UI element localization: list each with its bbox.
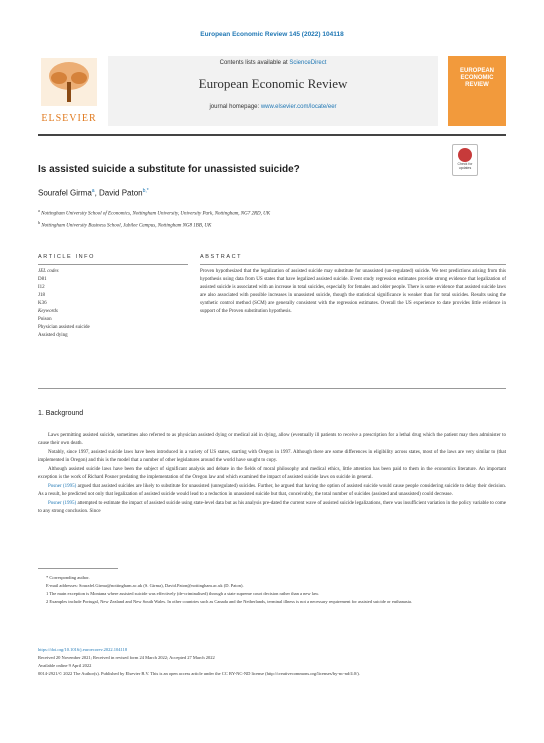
badge-text: Check for updates [457, 162, 473, 170]
affiliation-text: Nottingham University Business School, Jubilee Campus, Nottingham NG8 1BB, UK [41, 223, 212, 229]
paragraph-text: argued that assisted suicides are likely to substitute for unassisted (unregulated) suicides. Further, he argued that having the option of assisted suicide would cause people considering suicide to delay their decision. As a result, he predicted not only that legalization of assisted suicide would lead to a reduction in unassisted suicide but that, conceivably, the total number of suicides (assisted and unassisted) could decrease. [38, 484, 507, 497]
article-info-heading: ARTICLE INFO [38, 254, 95, 260]
footnote-rule [38, 568, 118, 569]
check-for-updates-badge[interactable] [452, 144, 478, 176]
footnote: 2 Examples include Portugal, New Zealand and New South Wales. In other countries such as Canada and the Netherlands, terminal illness is not a necessary requirement for assisted suicide or euthanasia. [46, 599, 412, 604]
abstract-heading: ABSTRACT [200, 254, 243, 260]
elsevier-logo[interactable] [38, 58, 100, 124]
masthead-rule [38, 134, 506, 136]
jel-code: D81 [38, 277, 47, 282]
homepage-line [108, 104, 438, 110]
footnotes [38, 574, 506, 606]
footnote[interactable]: E-mail addresses: Sourafel.Girma@nottingham.ac.uk (S. Girma), David.Paton@nottingham.ac.uk (D. Paton). [46, 583, 244, 588]
available-online: Available online 9 April 2022 [38, 663, 92, 668]
section-heading: 1. Background [38, 410, 84, 417]
masthead [38, 56, 506, 126]
article-title: Is assisted suicide a substitute for unassisted suicide? [38, 164, 300, 175]
citation-link[interactable]: Posner (1995) [48, 484, 77, 489]
journal-name: European Economic Review [198, 76, 348, 91]
body-paragraph [38, 483, 506, 499]
journal-cover[interactable] [448, 56, 506, 126]
check-updates-icon [458, 148, 472, 162]
keyword: Poison [38, 317, 52, 322]
abstract-rule [200, 264, 506, 265]
homepage-link[interactable]: www.elsevier.com/locate/eer [260, 104, 337, 110]
keywords-label: Keywords [38, 309, 58, 314]
elsevier-wordmark: ELSEVIER [41, 113, 97, 124]
contents-line [108, 60, 438, 66]
abstract-text: Proven hypothesized that the legalization of assisted suicide may substitute for unassisted (un-regulated) suicide. We test predictions arising from this hypothesis using data from US states that have legalized assisted suicide. Event study regression estimates provide strong evidence that legalization of assisted suicide is associated with an increase in total suicides, especially for females and older people. There is some evidence that assisted suicide laws are also associated with possible increases in unassisted suicide, though the statistical significance is weaker than for total suicides. Results using the synthetic control method (SCM) are generally consistent with the regression estimates. Overall the US experience to date provides little evidence in support of the Proven substitution hypothesis. [200, 269, 506, 314]
homepage-prefix: journal homepage: [209, 104, 260, 110]
jel-code: I12 [38, 285, 45, 290]
author-name[interactable]: David Paton [99, 188, 143, 198]
author-mark[interactable]: b,* [142, 188, 149, 194]
received-dates: Received 20 November 2021; Received in revised form 24 March 2022; Accepted 27 March 2022 [38, 655, 215, 660]
masthead-center [108, 56, 438, 126]
affiliation-text: Nottingham University School of Economics, Nottingham University, University Park, Nottingham, NG7 2RD, UK [41, 211, 271, 217]
author-mark[interactable]: a [91, 188, 95, 194]
keyword: Physician assisted suicide [38, 325, 90, 330]
affiliation-mark: b [38, 219, 41, 225]
paragraph-text: attempted to estimate the impact of assisted suicide using state-level data but as his analysis pre-dated the current wave of assisted suicide legalizations, there was insufficient variation in the policy variable to come to any strong conclusion. Since [38, 501, 506, 514]
keyword-panel [38, 268, 90, 340]
article-info-rule [38, 264, 188, 265]
footnote: 1 The main exception is Montana where assisted suicide was effectively (de-criminalised) through a state supreme court decision rather than a new law. [46, 591, 320, 596]
publication-info [38, 646, 506, 678]
keyword: Assisted dying [38, 333, 68, 338]
author-list: Sourafel Girma$^a$, David Paton$^{b,*}$ [38, 188, 149, 198]
elsevier-tree-icon [41, 58, 97, 106]
body-paragraph: Although assisted suicide laws have been the subject of significant analysis and debate in the fields of moral philosophy and medical ethics, little attention has been paid to them in the economics literature. An important exception is the work of Richard Posner predating the implementation of the Oregon law and which examined the impact of assisted suicide laws on suicide in general. [38, 467, 506, 480]
affiliation-item [38, 219, 270, 231]
affiliations [38, 207, 270, 230]
body-paragraph [38, 500, 506, 516]
license-text[interactable]: 0014-2921/© 2022 The Author(s). Published by Elsevier B.V. This is an open access article under the CC BY-NC-ND license (http://creativecommons.org/licenses/by-nc-nd/4.0/). [38, 671, 360, 676]
body-paragraph: Laws permitting assisted suicide, sometimes also referred to as physician assisted dying or medical aid in dying, allow (eventually ill patients to receive a prescription for a lethal drug which the patient may then administer to cause their own death. [38, 433, 506, 446]
body-text [38, 432, 506, 517]
cover-title: EUROPEAN ECONOMIC REVIEW [459, 68, 494, 88]
jel-code: J18 [38, 293, 45, 298]
author-name[interactable]: Sourafel Girma [38, 188, 92, 198]
affiliation-item [38, 207, 270, 219]
body-paragraph: Notably, since 1997, assisted suicide laws have been introduced in a variety of US states, starting with Oregon in 1997. Although there are some differences in eligibility across states, most of the laws are very similar to (that implemented in Oregon) and this is the model that a number of other legislatures around the world have sought to copy. [38, 450, 506, 463]
abstract-bottom-rule [38, 388, 506, 389]
citation-link[interactable]: Posner (1995) [48, 501, 77, 506]
affiliation-mark: a [38, 208, 40, 213]
footnote: * Corresponding author. [46, 575, 90, 580]
jel-label: JEL codes [38, 269, 59, 274]
jel-code: K36 [38, 301, 47, 306]
sciencedirect-link[interactable]: ScienceDirect [289, 60, 327, 66]
journal-citation[interactable]: European Economic Review 145 (2022) 104118 [200, 31, 344, 38]
contents-prefix: Contents lists available at [219, 60, 288, 66]
doi-link[interactable]: https://doi.org/10.1016/j.euroecorev.2022.104118 [38, 647, 128, 652]
